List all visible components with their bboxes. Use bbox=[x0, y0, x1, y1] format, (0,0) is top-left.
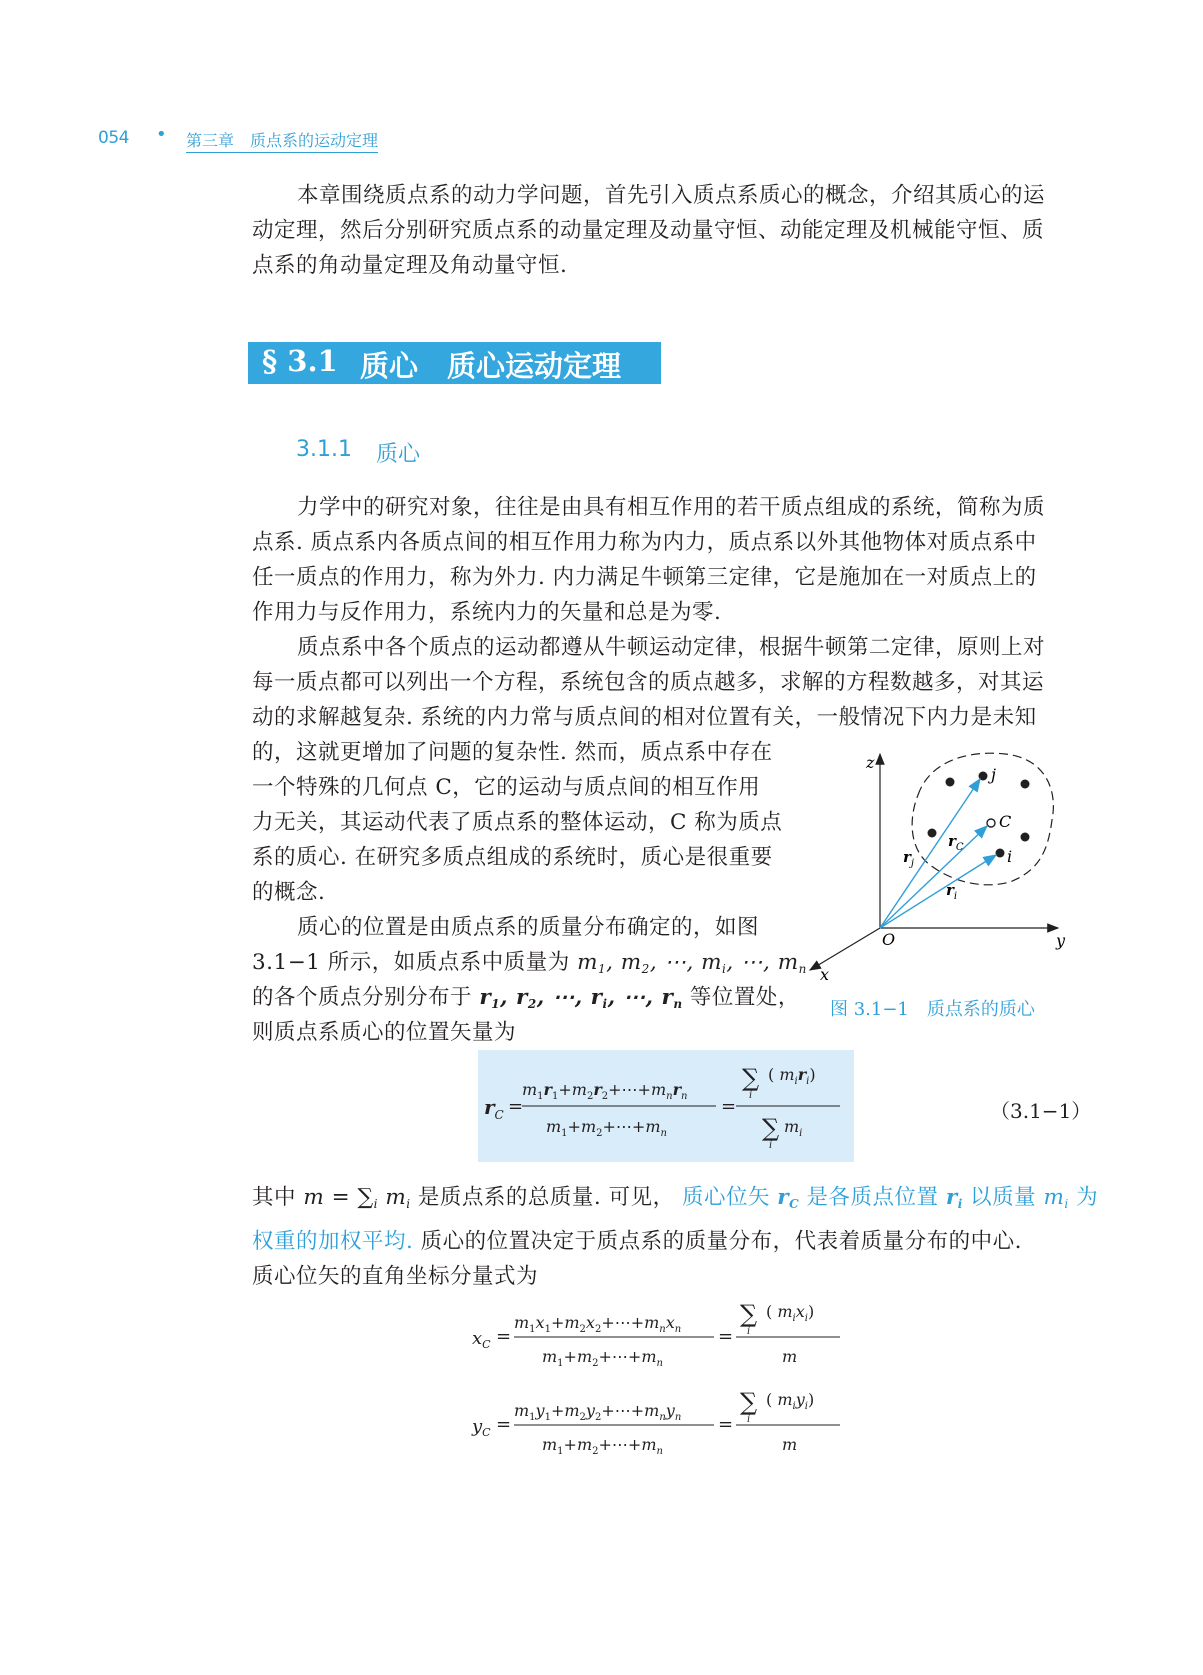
label-i: i bbox=[1007, 847, 1013, 866]
paragraph-center-of-mass-narrow bbox=[252, 735, 792, 910]
origin-label: O bbox=[882, 930, 896, 949]
vector-rj bbox=[880, 779, 980, 928]
math-rC: $r_C$ bbox=[777, 1185, 800, 1211]
svg-text:( miri): ( $m_ir_i$) bbox=[768, 1065, 816, 1087]
label-ri: $r_i$ bbox=[946, 881, 958, 902]
particle-dot bbox=[928, 829, 937, 838]
math-masses: $m_1$, $m_2$, ⋯, $m_i$, ⋯, $m_n$ bbox=[577, 950, 807, 976]
label-rC: $r_C$ bbox=[948, 832, 964, 853]
svg-text:m: m bbox=[782, 1347, 798, 1366]
math-total-mass: $m = \sum_i$ $m_i$ bbox=[303, 1185, 411, 1211]
paragraph-text: 是质点系的总质量. 可见， bbox=[417, 1185, 675, 1210]
paragraph-line: 一个特殊的几何点 C，它的运动与质点间的相互作用 bbox=[252, 775, 761, 800]
z-label: z bbox=[866, 753, 875, 772]
paragraph-text: 质心的位置决定于质点系的质量分布，代表着质量分布的中心. bbox=[413, 1229, 1023, 1254]
paragraph-line: 系的质心. 在研究多质点组成的系统时，质心是很重要 bbox=[252, 845, 773, 870]
paragraph-line: 点系. 质点系内各质点间的相互作用力称为内力，质点系以外其他物体对质点系中 bbox=[252, 530, 1037, 555]
svg-text:( mixi): ( $m_ix_i$) bbox=[766, 1302, 815, 1324]
svg-text:=: = bbox=[496, 1326, 512, 1347]
paragraph-total-mass bbox=[252, 1180, 1099, 1294]
x-label: x bbox=[820, 965, 830, 984]
chapter-title: 第三章 质点系的运动定理 bbox=[186, 128, 378, 153]
label-j: j bbox=[991, 765, 996, 784]
svg-text:∑: ∑ bbox=[740, 1300, 758, 1328]
svg-text:=: = bbox=[721, 1096, 737, 1117]
svg-text:∑: ∑ bbox=[762, 1114, 780, 1142]
highlight-text: 是各质点位置 bbox=[806, 1185, 939, 1210]
equation-box bbox=[478, 1050, 854, 1162]
svg-text:∑: ∑ bbox=[742, 1064, 760, 1092]
paragraph-position-vector bbox=[252, 910, 807, 1050]
svg-text:m1y1+m2y2+⋯+mnyn: $m_1y_1+m_2y_2+\cdots+m_ny_n$ bbox=[514, 1401, 682, 1423]
paragraph-line: 动的求解越复杂. 系统的内力常与质点间的相对位置有关，一般情况下内力是未知 bbox=[252, 705, 1037, 730]
particle-dot bbox=[946, 778, 955, 787]
svg-text:=: = bbox=[508, 1096, 524, 1117]
paragraph-line: 质心的位置是由质点系的质量分布确定的，如图 bbox=[297, 915, 760, 940]
page-number: 054 bbox=[98, 128, 129, 148]
equation-center-of-mass bbox=[478, 1050, 854, 1162]
label-rj: $r_j$ bbox=[903, 848, 915, 869]
paragraph-line bbox=[252, 945, 807, 980]
section-heading bbox=[248, 342, 661, 384]
svg-text:mi: $m_i$ bbox=[784, 1117, 803, 1139]
section-number: § 3.1 bbox=[262, 344, 338, 378]
svg-text:m1+m2+⋯+mn: $m_1+m_2+\cdots+m_n$ bbox=[546, 1117, 667, 1139]
svg-text:m1+m2+⋯+mn: $m_1+m_2+\cdots+m_n$ bbox=[542, 1435, 663, 1457]
svg-text:i: i bbox=[749, 1090, 753, 1101]
paragraph-line: 力无关，其运动代表了质点系的整体运动，C 称为质点 bbox=[252, 810, 783, 835]
vector-ri bbox=[880, 855, 996, 928]
x-axis bbox=[810, 928, 880, 970]
y-label: y bbox=[1056, 931, 1066, 950]
particle-dot bbox=[1021, 780, 1030, 789]
intro-line: 点系的角动量定理及角动量守恒. bbox=[252, 253, 568, 278]
center-of-mass-point bbox=[987, 819, 995, 827]
figure-caption: 图 3.1−1 质点系的质心 bbox=[830, 999, 1035, 1020]
highlight-text: 质心位矢 bbox=[681, 1185, 770, 1210]
paragraph-line bbox=[252, 1224, 1082, 1259]
equation-number: （3.1−1） bbox=[990, 1099, 1092, 1123]
paragraph-line: 的概念. bbox=[252, 880, 326, 905]
math-mi: $m_i$ bbox=[1043, 1185, 1069, 1211]
svg-text:yC: $y_C$ bbox=[472, 1416, 491, 1439]
paragraph-line: 作用力与反作用力，系统内力的矢量和总是为零. bbox=[252, 600, 722, 625]
svg-text:rC: $r_C$ bbox=[484, 1095, 504, 1122]
paragraph-line: 力学中的研究对象，往往是由具有相互作用的若干质点组成的系统，简称为质 bbox=[297, 495, 1046, 520]
particle-dot-i bbox=[996, 849, 1005, 858]
subsection-title: 质心 bbox=[376, 442, 421, 467]
particle-dot bbox=[1021, 833, 1030, 842]
paragraph-line: 每一质点都可以列出一个方程，系统包含的质点越多，求解的方程数越多，对其运 bbox=[252, 670, 1045, 695]
svg-text:m1r1+m2r2+⋯+mnrn: $m_1r_1+m_2r_2+\cdots+m_nr_n$ bbox=[522, 1080, 688, 1102]
equation-components bbox=[468, 1300, 848, 1480]
paragraph-text: 3.1−1 所示，如质点系中质量为 bbox=[252, 950, 570, 975]
section-title: 质心 质心运动定理 bbox=[360, 349, 622, 383]
intro-paragraph bbox=[252, 178, 1076, 283]
svg-text:=: = bbox=[718, 1414, 734, 1435]
label-C: C bbox=[999, 812, 1012, 831]
svg-text:m1+m2+⋯+mn: $m_1+m_2+\cdots+m_n$ bbox=[542, 1347, 663, 1369]
header-bullet: • bbox=[156, 124, 167, 145]
svg-text:i: i bbox=[747, 1326, 751, 1337]
paragraph-line bbox=[252, 1180, 1099, 1224]
paragraph-center-of-mass bbox=[252, 630, 1076, 735]
math-positions: $r_1$, $r_2$, ⋯, $r_i$, ⋯, $r_n$ bbox=[479, 985, 683, 1011]
vector-rC bbox=[880, 826, 987, 928]
svg-text:i: i bbox=[769, 1140, 773, 1151]
paragraph-line: 质点系中各个质点的运动都遵从牛顿运动定律，根据牛顿第二定律，原则上对 bbox=[297, 635, 1046, 660]
intro-line: 本章围绕质点系的动力学问题，首先引入质点系质心的概念，介绍其质心的运 bbox=[297, 183, 1046, 208]
paragraph-line: 的，这就更增加了问题的复杂性. 然而，质点系中存在 bbox=[252, 740, 773, 765]
figure-center-of-mass bbox=[790, 740, 1090, 1000]
paragraph-text: 其中 bbox=[252, 1185, 297, 1210]
svg-text:=: = bbox=[496, 1414, 512, 1435]
paragraph-line: 任一质点的作用力，称为外力. 内力满足牛顿第三定律，它是施加在一对质点上的 bbox=[252, 565, 1037, 590]
svg-text:=: = bbox=[718, 1326, 734, 1347]
math-ri: $r_i$ bbox=[945, 1185, 963, 1211]
paragraph-text: 的各个质点分别分布于 bbox=[252, 985, 473, 1010]
highlight-text: 以质量 bbox=[970, 1185, 1037, 1210]
subsection-number: 3.1.1 bbox=[296, 437, 352, 462]
highlight-text: 权重的加权平均. bbox=[252, 1229, 414, 1254]
svg-text:xC: $x_C$ bbox=[472, 1328, 491, 1351]
svg-text:∑: ∑ bbox=[740, 1388, 758, 1416]
svg-text:i: i bbox=[747, 1414, 751, 1425]
svg-text:m: m bbox=[782, 1435, 798, 1454]
paragraph-line: 质心位矢的直角坐标分量式为 bbox=[252, 1264, 539, 1289]
svg-text:( miyi): ( $m_iy_i$) bbox=[766, 1390, 815, 1412]
paragraph-line bbox=[252, 980, 800, 1015]
highlight-text: 为 bbox=[1076, 1185, 1099, 1210]
paragraph-text: 等位置处， bbox=[689, 985, 800, 1010]
paragraph-internal-forces bbox=[252, 490, 1076, 630]
intro-line: 动定理，然后分别研究质点系的动量定理及动量守恒、动能定理及机械能守恒、质 bbox=[252, 218, 1045, 243]
svg-text:m1x1+m2x2+⋯+mnxn: $m_1x_1+m_2x_2+\cdots+m_nx_n$ bbox=[514, 1313, 682, 1335]
paragraph-line: 则质点系质心的位置矢量为 bbox=[252, 1020, 517, 1045]
